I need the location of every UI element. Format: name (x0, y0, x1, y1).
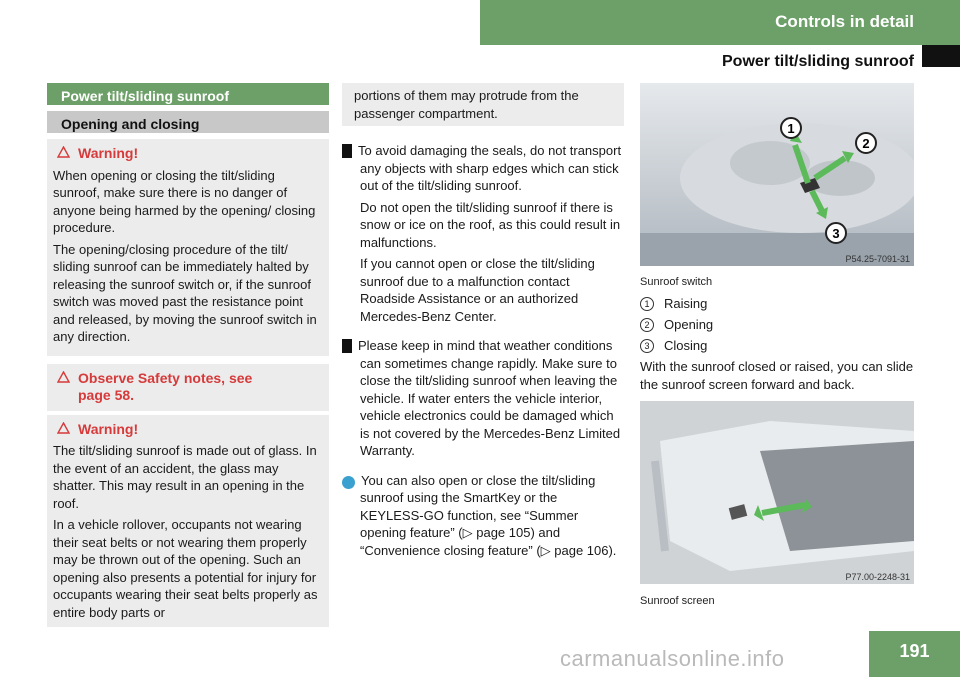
photo-caption: Sunroof switch (640, 276, 713, 288)
sunroof-switch-photo (640, 83, 914, 266)
sunroof-screen-photo (640, 401, 914, 584)
legend-number: 1 (640, 297, 654, 311)
left-column (47, 83, 329, 627)
legend-label: Closing (664, 338, 708, 353)
note-block-1 (336, 142, 624, 325)
legend-label: Raising (664, 296, 708, 311)
warning-text: The tilt/sliding sunroof is made out of glass. In the event of an accident, the glass may shatter. This may result in an opening in the roof. (53, 443, 317, 511)
subsection-title: Power tilt/sliding sunroof (722, 53, 914, 70)
svg-text:2: 2 (862, 136, 870, 151)
section-heading: Power tilt/sliding sunroof (47, 83, 329, 105)
legend-list (640, 293, 920, 356)
exclamation-icon: ! (342, 339, 352, 353)
note-block-2 (336, 337, 624, 460)
legend-number: 2 (640, 318, 654, 332)
warning-title: Warning! (78, 145, 139, 161)
safety-note-box (47, 364, 329, 411)
note-text: Do not open the tilt/sliding sunroof if there is snow or ice on the roof, as this could result in malfunctions. (360, 199, 621, 250)
info-icon: i (342, 476, 355, 489)
warning-box-1 (47, 139, 329, 356)
note-text: Please keep in mind that weather conditions can sometimes change rapidly. Make sure to close the tilt/sliding sunroof when leaving the vehicle. If water enters the vehicle interior, vehicle electronics could be damaged which is not covered by the Mercedes-Benz Limited Warranty. (358, 338, 621, 458)
header-marker (922, 45, 960, 67)
note-text: If you cannot open or close the tilt/sliding sunroof due to a malfunction contact Roadside Assistance or an authorized Mercedes-Benz Center. (360, 256, 595, 324)
warning-title: Warning! (78, 420, 139, 437)
svg-text:3: 3 (832, 226, 840, 241)
legend-item (640, 335, 920, 356)
legend-number: 3 (640, 339, 654, 353)
photo-code: P77.00-2248-31 (845, 572, 910, 582)
subsection-heading: Opening and closing (47, 111, 329, 133)
svg-text:1: 1 (787, 121, 795, 136)
sunroof-screen-text: With the sunroof closed or raised, you can slide the sunroof screen forward and back. (640, 359, 914, 392)
exclamation-icon: ! (342, 144, 352, 158)
warning-continuation-box (342, 83, 624, 126)
legend-item (640, 293, 920, 314)
middle-column (336, 83, 624, 563)
note-text: To avoid damaging the seals, do not transport any objects with sharp edges which can stick out of the tilt/sliding sunroof. (358, 143, 622, 193)
warning-triangle-icon (57, 145, 70, 163)
photo-code: P54.25-7091-31 (845, 254, 910, 264)
watermark: carmanualsonline.info (560, 646, 785, 671)
legend-label: Opening (664, 317, 714, 332)
photo-caption: Sunroof screen (640, 595, 715, 607)
section-title: Controls in detail (775, 12, 914, 31)
warning-continuation-text: portions of them may protrude from the passenger compartment. (354, 88, 579, 121)
info-block (337, 472, 624, 560)
warning-box-2 (47, 415, 329, 628)
warning-text: The opening/closing procedure of the tilt/ sliding sunroof can be immediately halted by releasing the sunroof switch or, if the sunroof switch was moved past the resistance point and released, by moving the sunroof switch in any direction. (53, 241, 317, 344)
safety-note-text: Observe Safety notes, see page 58. (78, 369, 253, 403)
page-number: 191 (869, 631, 960, 677)
warning-triangle-icon (57, 421, 70, 439)
section-tab (480, 0, 960, 45)
warning-triangle-icon (57, 370, 70, 388)
info-text: You can also open or close the tilt/sliding sunroof using the SmartKey or the KEYLESS-GO function, see “Summer opening feature” (▷ page 105) and “Convenience closing feature” (▷ page 106). (360, 472, 617, 558)
warning-text: In a vehicle rollover, occupants not wearing their seat belts or not wearing them properly may be thrown out of the opening. Such an opening also presents a potential for injury for occupants wearing their seat belts properly as entire body parts or (53, 517, 318, 620)
legend-item (640, 314, 920, 335)
warning-text: When opening or closing the tilt/sliding sunroof, make sure there is no danger of anyone being harmed by the opening/ closing procedure. (53, 167, 316, 235)
